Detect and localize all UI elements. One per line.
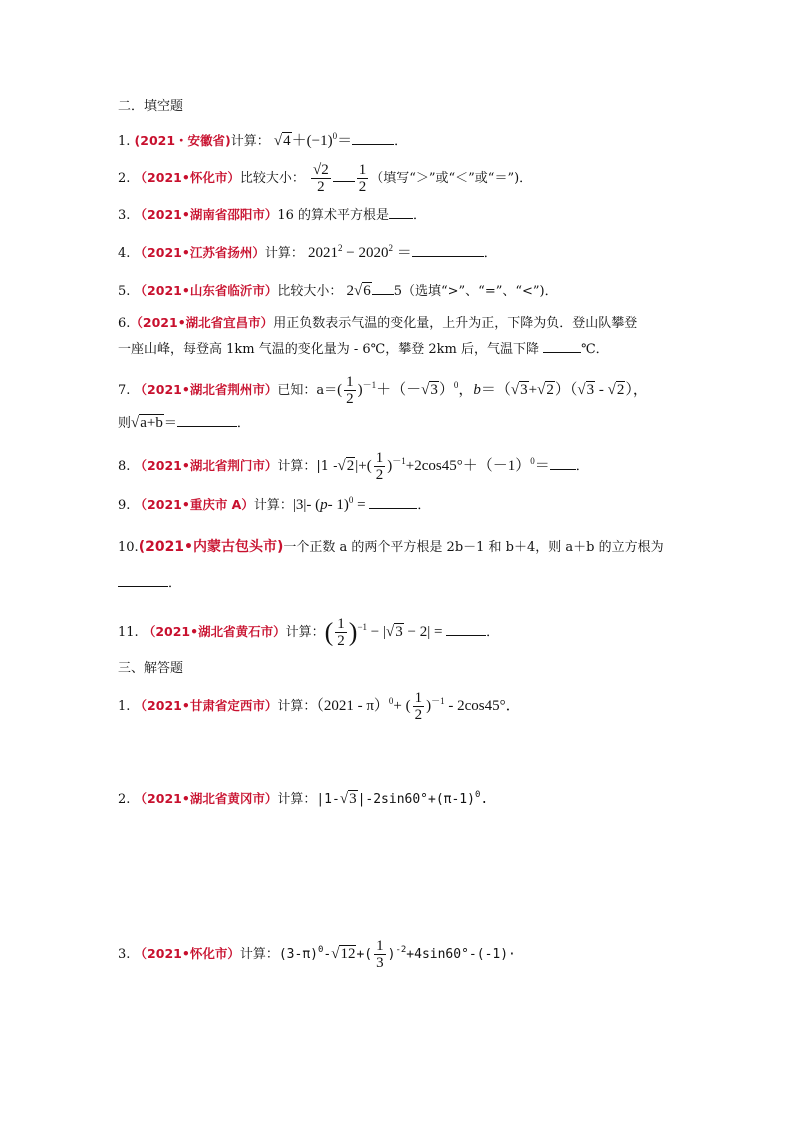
fill-question-6-line2: 一座山峰，每登高 1km 气温的变化量为 - 6℃，攀登 2km 后，气温下降 ℃． <box>118 342 609 357</box>
answer-blank[interactable] <box>543 340 581 353</box>
fill-question-7: 7. （2021•湖北省荆州市）已知：a＝( $\frac{1}{2}$ )$^{-1}+(-√3)^0$，b＝（√3+√2）（√3 - √2）， <box>118 374 648 407</box>
section-solve-title: 三、解答题 <box>118 661 184 676</box>
fill-question-10: 10.(2021•内蒙古包头市)一个正数 a 的两个平方根是 2b－1 和 b＋4，则 a＋b 的立方根为 <box>118 539 664 555</box>
source-tag: （2021•湖北省荆门市） <box>134 457 278 473</box>
expression: （2021 - π）$^0$+ ( $\frac{1}{2}$ )$^{-1}$ - 2cos45°． <box>316 690 521 723</box>
fill-question-1: 1. (2021・安徽省)计算： $√4+(-1)^0=$ ． <box>118 131 408 149</box>
source-tag: （2021•湖北省黄冈市） <box>134 791 278 806</box>
source-tag: （2021•湖北省荆州市） <box>134 381 278 397</box>
expression: $(3-\pi)^0-√12+$( $\frac{1}{3}$ )$^{-2}$+4sin60°-(-1)· <box>278 938 516 971</box>
expression: 2√6 <box>346 283 371 299</box>
expression: $|1-√3|-2\sin 60^\circ+(\pi-1)^0$. <box>316 790 489 807</box>
expression: ( $\frac{1}{2}$ )$^{-1}$ − |√3 − 2| = <box>324 616 447 649</box>
source-tag: (2021•内蒙古包头市) <box>138 539 284 555</box>
answer-blank[interactable] <box>372 282 394 295</box>
source-tag: （2021•山东省临沂市） <box>134 283 278 298</box>
fill-question-2: 2. （2021•怀化市）比较大小： $\frac{√2}{2}$ $\frac{1}{2}$ （填写“＞”或“＜”或“＝”)． <box>118 162 533 195</box>
answer-blank[interactable] <box>177 414 237 427</box>
fill-question-3: 3. （2021•湖南省邵阳市）16 的算术平方根是 ． <box>118 207 427 223</box>
expression: $2021^2 - 2020^2$ ＝ <box>307 243 412 261</box>
fill-question-5: 5. （2021•山东省临沂市）比较大小： 2√6 5（选填“>”、“=”、“<”)． <box>118 283 558 299</box>
source-tag: （2021•怀化市） <box>134 170 240 185</box>
source-tag: （2021•湖北省黄石市） <box>142 623 286 639</box>
answer-blank[interactable] <box>412 244 484 257</box>
source-tag: （2021•江苏省扬州） <box>134 245 265 260</box>
source-tag: (2021・安徽省) <box>134 133 231 148</box>
fill-question-4: 4. （2021•江苏省扬州）计算： $2021^2 - 2020^2$ ＝ ． <box>118 243 497 261</box>
solve-question-2: 2. （2021•湖北省黄冈市）计算：$|1-√3|-2\sin 60^\circ+(\pi-1)^0$. <box>118 790 489 807</box>
fill-question-6: 6.（2021•湖北省宜昌市）用正负数表示气温的变化量，上升为正，下降为负．登山队攀登 <box>118 315 638 331</box>
expression: √2|+( $\frac{1}{2}$ )$^{-1}+2\cos 45^\circ+(-1)^0=$ <box>337 450 550 483</box>
fraction: $\frac{√2}{2}$ <box>312 162 329 195</box>
source-tag: （2021•重庆市 A） <box>134 497 254 512</box>
section-fill-title: 二．填空题 <box>118 99 184 114</box>
expression: |3|- (p- 1)$^0$ = <box>292 495 370 513</box>
fill-question-9: 9. （2021•重庆市 A）计算：|3|- (p- 1)$^0$ = ． <box>118 495 431 513</box>
source-tag: （2021•怀化市） <box>134 946 240 961</box>
fill-question-8: 8. （2021•湖北省荆门市）计算：|1 -√2|+( $\frac{1}{2}$ )$^{-1}+2\cos 45^\circ+(-1)^0=$ ． <box>118 450 589 483</box>
expression: $√4+(-1)^0=$ <box>273 131 353 149</box>
answer-blank[interactable] <box>352 132 394 145</box>
fill-question-7-line2: 则√a+b＝ ． <box>118 415 250 431</box>
fill-question-10-line2: ． <box>118 574 698 593</box>
expression: √a+b <box>131 415 163 431</box>
answer-blank[interactable] <box>389 206 413 219</box>
fill-question-11: 11. （2021•湖北省黄石市）计算：( $\frac{1}{2}$ )$^{-1}$ − |√3 − 2| = ． <box>118 616 500 649</box>
answer-blank[interactable] <box>550 457 576 470</box>
fraction: $\frac{1}{2}$ <box>358 162 367 195</box>
answer-blank[interactable] <box>369 496 417 509</box>
source-tag: （2021•湖南省邵阳市） <box>134 207 278 222</box>
answer-blank[interactable] <box>446 623 486 636</box>
expression: ( $\frac{1}{2}$ )$^{-1}+(-√3)^0$，b＝（√3+√2）（√3 - √2）， <box>337 374 648 407</box>
solve-question-1: 1. （2021•甘肃省定西市）计算：（2021 - π）$^0$+ ( $\frac{1}{2}$ )$^{-1}$ - 2cos45°． <box>118 690 521 723</box>
answer-blank[interactable] <box>333 169 355 182</box>
solve-question-3: 3. （2021•怀化市）计算：$(3-\pi)^0-√12+$( $\frac{1}{3}$ )$^{-2}$+4sin60°-(-1)· <box>118 938 516 971</box>
answer-blank[interactable] <box>118 574 168 587</box>
source-tag: （2021•湖北省宜昌市） <box>130 315 274 330</box>
source-tag: （2021•甘肃省定西市） <box>134 697 278 713</box>
